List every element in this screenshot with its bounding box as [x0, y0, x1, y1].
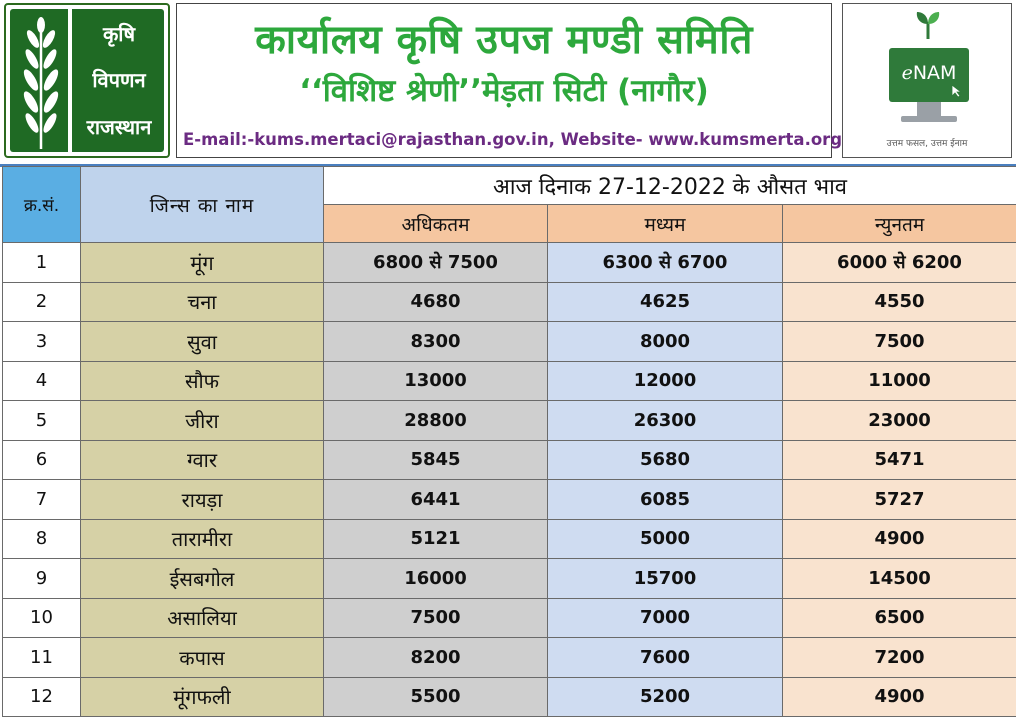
- header-min-price: न्युनतम: [783, 205, 1016, 243]
- commodity-name-cell: तारामीरा: [81, 519, 324, 559]
- sprout-icon: [913, 10, 943, 40]
- min-price-cell: 6500: [783, 598, 1016, 638]
- max-price-cell: 5121: [324, 519, 548, 559]
- serial-no-cell: 7: [3, 480, 81, 520]
- commodity-name-cell: जीरा: [81, 401, 324, 441]
- table-row: [3, 559, 1016, 599]
- monitor-icon: [889, 48, 969, 102]
- table-row: [3, 440, 1016, 480]
- office-title: कार्यालय कृषि उपज मण्डी समिति: [255, 17, 753, 63]
- logo-word-rajasthan: राजस्थान: [86, 114, 152, 139]
- commodity-name-cell: ग्वार: [81, 440, 324, 480]
- table-row: [3, 282, 1016, 322]
- max-price-cell: 13000: [324, 361, 548, 401]
- max-price-cell: 5500: [324, 677, 548, 717]
- table-row: [3, 598, 1016, 638]
- min-price-cell: 5727: [783, 480, 1016, 520]
- krishi-vipanan-logo: [4, 3, 170, 158]
- serial-no-cell: 8: [3, 519, 81, 559]
- mid-price-cell: 15700: [548, 559, 783, 599]
- min-price-cell: 14500: [783, 559, 1016, 599]
- min-price-cell: 4900: [783, 677, 1016, 717]
- min-price-cell: 4550: [783, 282, 1016, 322]
- commodity-name-cell: चना: [81, 282, 324, 322]
- min-price-cell: 4900: [783, 519, 1016, 559]
- commodity-name-cell: रायड़ा: [81, 480, 324, 520]
- serial-no-cell: 4: [3, 361, 81, 401]
- serial-no-cell: 3: [3, 322, 81, 362]
- price-table: [2, 166, 1016, 717]
- max-price-cell: 16000: [324, 559, 548, 599]
- header-commodity-name: जिन्स का नाम: [81, 167, 324, 243]
- table-row: [3, 361, 1016, 401]
- enam-brand-text: eNAM: [901, 62, 957, 84]
- serial-no-cell: 5: [3, 401, 81, 441]
- table-row: [3, 401, 1016, 441]
- header-serial-no: क्र.सं.: [3, 167, 81, 243]
- max-price-cell: 5845: [324, 440, 548, 480]
- serial-no-cell: 10: [3, 598, 81, 638]
- min-price-cell: 11000: [783, 361, 1016, 401]
- office-subtitle: ‘‘विशिष्ट श्रेणी’’मेड़ता सिटी (नागौर): [299, 73, 709, 109]
- max-price-cell: 6441: [324, 480, 548, 520]
- header-mid-price: मध्यम: [548, 205, 783, 243]
- commodity-name-cell: ईसबगोल: [81, 559, 324, 599]
- mid-price-cell: 6085: [548, 480, 783, 520]
- commodity-name-cell: कपास: [81, 638, 324, 678]
- commodity-name-cell: मूंग: [81, 243, 324, 283]
- commodity-name-cell: सौफ: [81, 361, 324, 401]
- mid-price-cell: 12000: [548, 361, 783, 401]
- min-price-cell: 5471: [783, 440, 1016, 480]
- mid-price-cell: 4625: [548, 282, 783, 322]
- commodity-name-cell: मूंगफली: [81, 677, 324, 717]
- table-row: [3, 677, 1016, 717]
- serial-no-cell: 6: [3, 440, 81, 480]
- min-price-cell: 7500: [783, 322, 1016, 362]
- min-price-cell: 7200: [783, 638, 1016, 678]
- serial-no-cell: 2: [3, 282, 81, 322]
- table-row: [3, 243, 1016, 283]
- max-price-cell: 8300: [324, 322, 548, 362]
- mid-price-cell: 5000: [548, 519, 783, 559]
- serial-no-cell: 11: [3, 638, 81, 678]
- mid-price-cell: 7000: [548, 598, 783, 638]
- cursor-icon: [951, 84, 963, 98]
- serial-no-cell: 1: [3, 243, 81, 283]
- table-row: [3, 638, 1016, 678]
- mid-price-cell: 5200: [548, 677, 783, 717]
- table-row: [3, 480, 1016, 520]
- commodity-name-cell: असालिया: [81, 598, 324, 638]
- max-price-cell: 8200: [324, 638, 548, 678]
- mid-price-cell: 26300: [548, 401, 783, 441]
- commodity-name-cell: सुवा: [81, 322, 324, 362]
- min-price-cell: 6000 से 6200: [783, 243, 1016, 283]
- serial-no-cell: 9: [3, 559, 81, 599]
- mid-price-cell: 5680: [548, 440, 783, 480]
- max-price-cell: 6800 से 7500: [324, 243, 548, 283]
- table-row: [3, 322, 1016, 362]
- max-price-cell: 7500: [324, 598, 548, 638]
- contact-line: E-mail:-kums.mertaci@rajasthan.gov.in, Website- www.kumsmerta.org: [183, 130, 843, 149]
- enam-logo: [842, 3, 1012, 158]
- logo-word-vipanan: विपणन: [92, 68, 146, 93]
- mid-price-cell: 6300 से 6700: [548, 243, 783, 283]
- enam-tagline: उत्तम फसल, उत्तम ईनाम: [886, 139, 968, 149]
- header-banner: [0, 0, 1016, 164]
- min-price-cell: 23000: [783, 401, 1016, 441]
- wheat-icon: [18, 15, 64, 152]
- mid-price-cell: 7600: [548, 638, 783, 678]
- title-box: [176, 3, 843, 158]
- header-max-price: अधिकतम: [324, 205, 548, 243]
- mid-price-cell: 8000: [548, 322, 783, 362]
- serial-no-cell: 12: [3, 677, 81, 717]
- table-row: [3, 519, 1016, 559]
- header-date-caption: आज दिनाक 27-12-2022 के औसत भाव: [324, 167, 1016, 205]
- max-price-cell: 28800: [324, 401, 548, 441]
- logo-word-krishi: कृषि: [102, 22, 136, 47]
- price-table-wrapper: [2, 166, 1016, 721]
- max-price-cell: 4680: [324, 282, 548, 322]
